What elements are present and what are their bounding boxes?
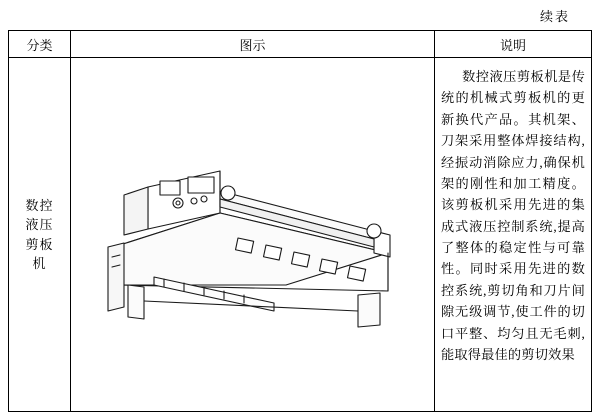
table-header-row bbox=[9, 31, 591, 58]
description-text: 数控液压剪板机是传统的机械式剪板机的更新换代产品。其机架、刀架采用整体焊接结构,经振动消除应力,确保机架的刚性和加工精度。该剪板机采用先进的集成式液压控制系统,提高了整体的稳定性与可靠性。同时采用先进的数控系统,剪切角和刀片间隙无级调节,使工件的切口平整、均匀且无毛刺,能取得最佳的剪切效果 bbox=[441, 69, 585, 362]
table-row bbox=[9, 58, 591, 411]
cell-figure bbox=[71, 58, 435, 411]
continued-table-label: 续表 bbox=[539, 9, 570, 24]
machine-type-label: 数控液压剪板机 bbox=[25, 197, 54, 271]
cell-description bbox=[435, 58, 591, 411]
machine-illustration bbox=[71, 58, 434, 411]
header-cell-description: 说明 bbox=[499, 37, 526, 53]
cell-machine-type bbox=[9, 58, 71, 411]
header-cell-figure: 图示 bbox=[71, 31, 435, 57]
header-cell-type: 分类 bbox=[9, 31, 71, 57]
specification-table bbox=[8, 30, 592, 412]
